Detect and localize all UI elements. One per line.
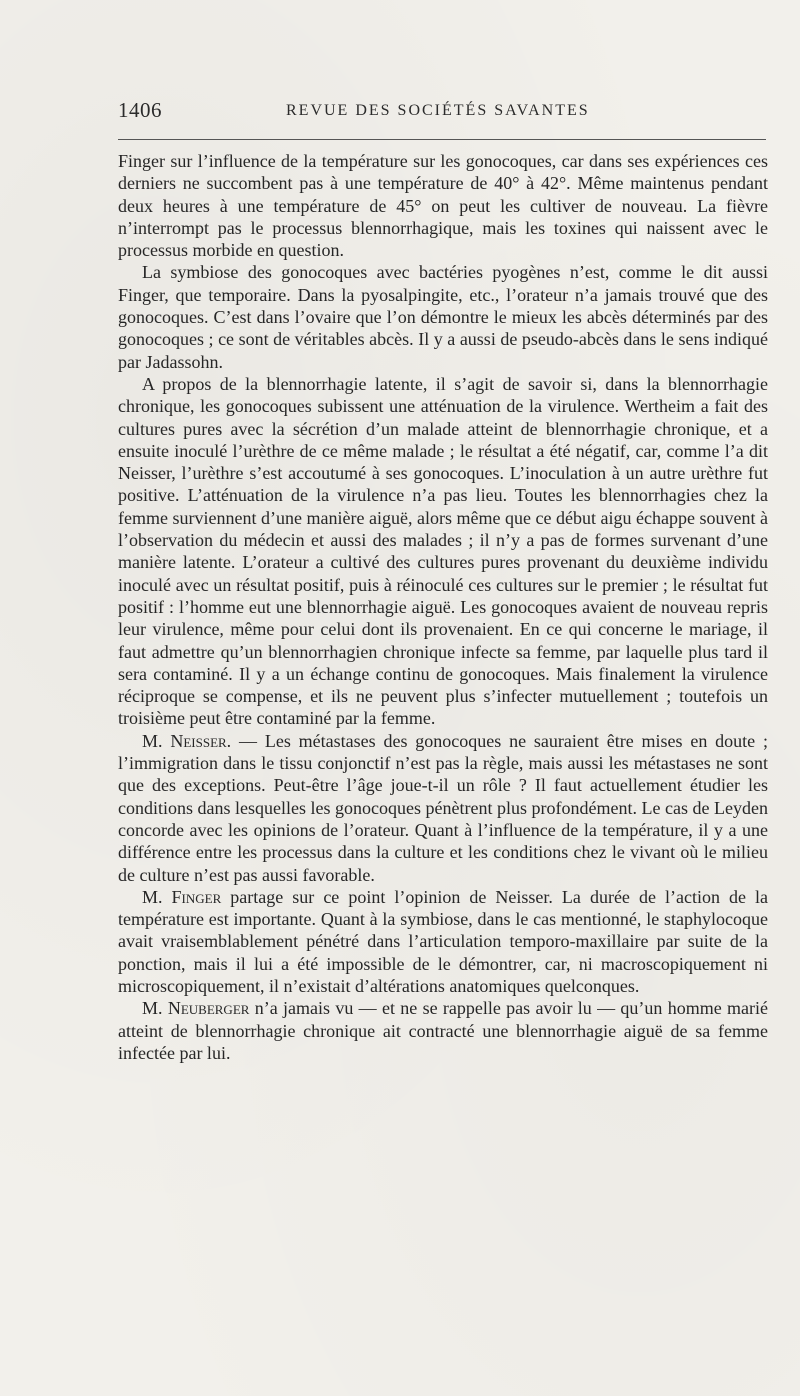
speaker-name: M. Neuberger bbox=[142, 998, 250, 1019]
paragraph-text: La symbiose des gonocoques avec bactéries pyogènes n’est, comme le dit aussi Finger, que temporaire. Dans la pyosalpingite, etc., l’orateur n’a jamais trouvé que des gonocoques. C’est dans l’ovaire que l’on démontre le mieux les abcès déterminés par des gonocoques ; ce sont de véritables abcès. Il y a aussi de pseudo-abcès dans le sens indiqué par Jadassohn. bbox=[118, 262, 768, 372]
speaker-name: M. Finger bbox=[142, 886, 222, 907]
header-rule bbox=[118, 139, 766, 140]
paragraph-text: — Les métastases des gonocoques ne sauraient être mises en doute ; l’immigration dans le tissu conjonctif n’est pas la règle, mais aussi les métastases ne sont que des exceptions. Peut-être l’âge joue-t-il un rôle ? Il faut actuellement étudier les conditions dans lesquelles les gonocoques pénètrent plus profondément. Le cas de Leyden concorde avec les opinions de l’orateur. Quant à l’influence de la température, il y a une différence entre les processus dans la culture et les conditions chez le vivant où le milieu de culture n’est pas aussi favorable. bbox=[118, 730, 768, 885]
paragraph-text: A propos de la blennorrhagie latente, il s’agit de savoir si, dans la blennorrhagie chronique, les gonocoques subissent une atténuation de la virulence. Wertheim a fait des cultures pures avec la sécrétion d’un malade atteint de blennorrhagie chronique, et a ensuite inoculé l’urèthre de ce même malade ; le résultat a été négatif, car, comme l’a dit Neisser, l’urèthre s’est accoutumé à ses gonocoques. L’inoculation à un autre urèthre fut positive. L’atténuation de la virulence n’a pas lieu. Toutes les blennorrhagies chez la femme surviennent d’une manière aiguë, alors même que ce début aigu échappe souvent à l’observation du médecin et aussi des malades ; il n’y a pas de formes survenant d’une manière latente. L’orateur a cultivé des cultures pures provenant du deuxième individu inoculé avec un résultat positif, puis à réinoculé ces cultures sur le premier ; le résultat fut positif : l’homme eut une blennorrhagie aiguë. Les gonocoques avaient de nouveau repris leur virulence, même pour celui dont ils provenaient. En ce qui concerne le mariage, il faut admettre qu’un blennorrhagien chronique infecte sa femme, par laquelle plus tard il sera contaminé. Il y a un échange continu de gonocoques. Mais finalement la virulence réciproque se compense, et ils ne peuvent plus s’infecter mutuellement ; toutefois un troisième peut être contaminé par la femme. bbox=[118, 373, 768, 729]
paragraph bbox=[118, 886, 768, 997]
paragraph-text: partage sur ce point l’opinion de Neisser. La durée de l’action de la température est importante. Quant à la symbiose, dans le cas mentionné, le staphylocoque avait vraisemblablement pénétré dans l’articulation temporo-maxillaire par suite de la ponction, mais il lui a été impossible de le démontrer, car, ni macroscopiquement ni microscopiquement, il n’existait d’altérations anatomiques quelconques. bbox=[118, 886, 768, 996]
paragraph bbox=[118, 997, 768, 1064]
speaker-name: M. Neisser. bbox=[142, 730, 232, 751]
paragraph bbox=[118, 373, 768, 730]
article-body bbox=[118, 150, 768, 1064]
paragraph bbox=[118, 150, 768, 261]
paragraph bbox=[118, 261, 768, 372]
paragraph-text: n’a jamais vu — et ne se rappelle pas avoir lu — qu’un homme marié atteint de blennorrhagie chronique ait contracté une blennorrhagie aiguë de sa femme infectée par lui. bbox=[118, 998, 768, 1063]
page-number: 1406 bbox=[118, 98, 162, 122]
paragraph bbox=[118, 730, 768, 886]
paragraph-text: Finger sur l’influence de la température sur les gonocoques, car dans ses expériences ces derniers ne succombent pas à une température de 40° à 42°. Même maintenus pendant deux heures à une température de 45° on peut les cultiver de nouveau. La fièvre n’interrompt pas le processus blennorrhagique, mais les toxines qui naissent avec le processus morbide en question. bbox=[118, 151, 768, 261]
running-title: REVUE DES SOCIÉTÉS SAVANTES bbox=[286, 102, 590, 119]
page-header bbox=[118, 98, 768, 132]
